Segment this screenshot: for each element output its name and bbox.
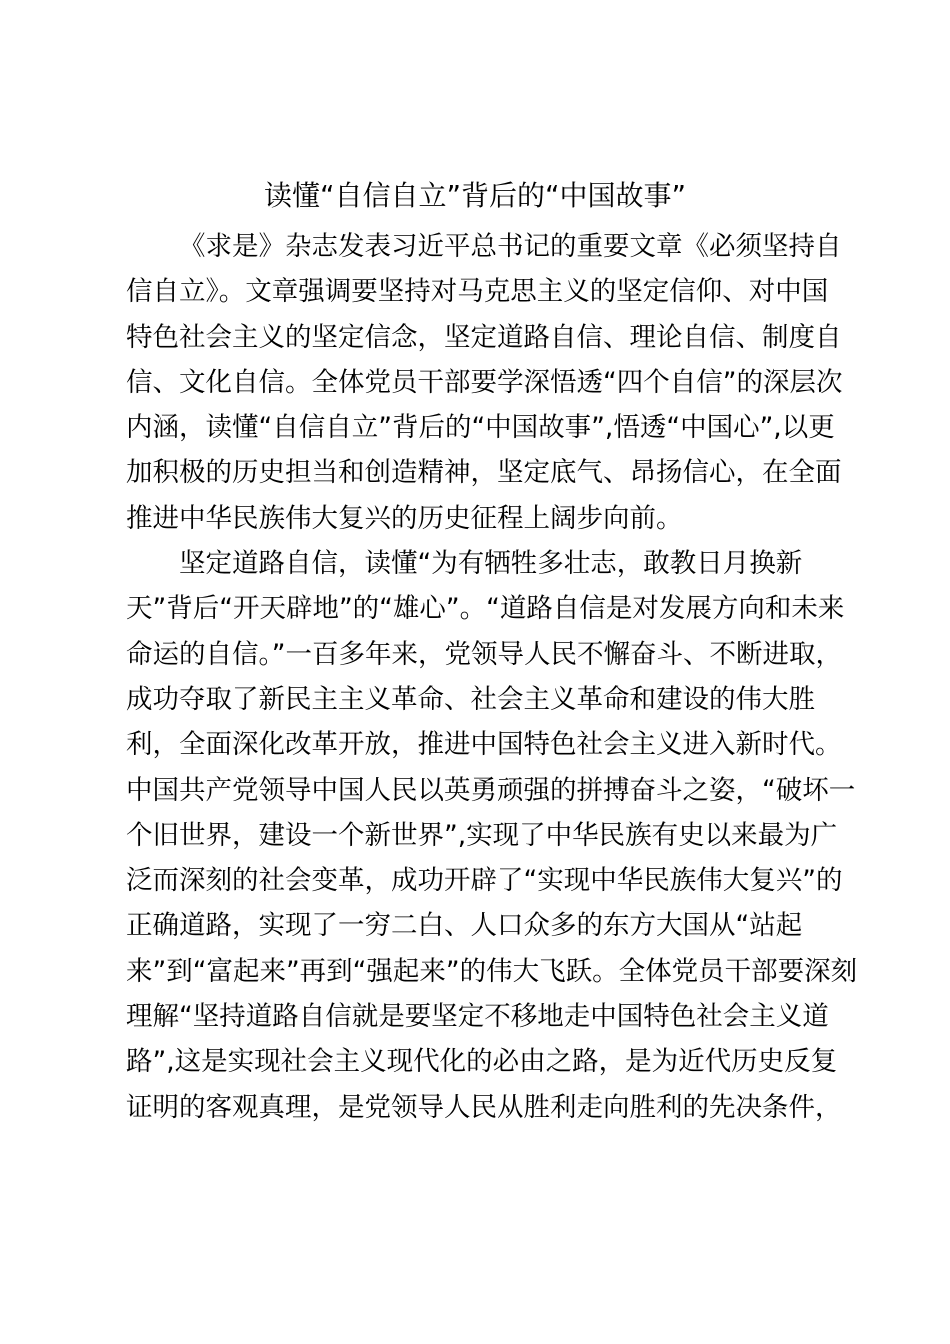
paragraph-2-line-3: 命运的自信。”一百多年来，党领导人民不懈奋斗、不断进取， xyxy=(126,638,842,670)
paragraph-1-line-3: 特色社会主义的坚定信念，坚定道路自信、理论自信、制度自 xyxy=(126,321,842,353)
paragraph-1-line-1: 《求是》杂志发表习近平总书记的重要文章《必须坚持自 xyxy=(179,231,842,262)
paragraph-2-line-5: 利，全面深化改革开放，推进中国特色社会主义进入新时代。 xyxy=(126,729,842,761)
paragraph-1-line-7: 推进中华民族伟大复兴的历史征程上阔步向前。 xyxy=(126,502,683,534)
paragraph-2-line-6: 中国共产党领导中国人民以英勇顽强的拼搏奋斗之姿，“破坏一 xyxy=(126,774,856,806)
paragraph-2-line-13: 证明的客观真理，是党领导人民从胜利走向胜利的先决条件， xyxy=(126,1091,842,1123)
paragraph-1-line-2: 信自立》。文章强调要坚持对马克思主义的坚定信仰、对中国 xyxy=(126,276,829,308)
paragraph-1-line-4: 信、文化自信。全体党员干部要学深悟透“四个自信”的深层次 xyxy=(126,366,843,398)
paragraph-2-line-9: 正确道路，实现了一穷二白、人口众多的东方大国从“站起 xyxy=(126,910,803,942)
paragraph-2-line-2: 天”背后“开天辟地”的“雄心”。“道路自信是对发展方向和未来 xyxy=(126,593,845,625)
paragraph-2-line-8: 泛而深刻的社会变革，成功开辟了“实现中华民族伟大复兴”的 xyxy=(126,865,843,897)
paragraph-2-line-1: 坚定道路自信，读懂“为有牺牲多壮志，敢教日月换新 xyxy=(179,548,803,580)
paragraph-1-line-5: 内涵，读懂“自信自立”背后的“中国故事”,悟透“中国心”,以更 xyxy=(126,412,835,444)
paragraph-2-line-7: 个旧世界，建设一个新世界”,实现了中华民族有史以来最为广 xyxy=(126,819,838,851)
paragraph-2-line-4: 成功夺取了新民主主义革命、社会主义革命和建设的伟大胜 xyxy=(126,683,815,715)
document-title: 读懂“自信自立”背后的“中国故事” xyxy=(263,179,687,212)
document-body xyxy=(126,224,858,1130)
paragraph-2-line-12: 路”,这是实现社会主义现代化的必由之路，是为近代历史反复 xyxy=(126,1046,838,1078)
paragraph-2-line-10: 来”到“富起来”再到“强起来”的伟大飞跃。全体党员干部要深刻 xyxy=(126,955,858,987)
paragraph-1-line-6: 加积极的历史担当和创造精神，坚定底气、昂扬信心，在全面 xyxy=(126,457,842,489)
paragraph-2-line-11: 理解“坚持道路自信就是要坚定不移地走中国特色社会主义道 xyxy=(126,1001,829,1033)
